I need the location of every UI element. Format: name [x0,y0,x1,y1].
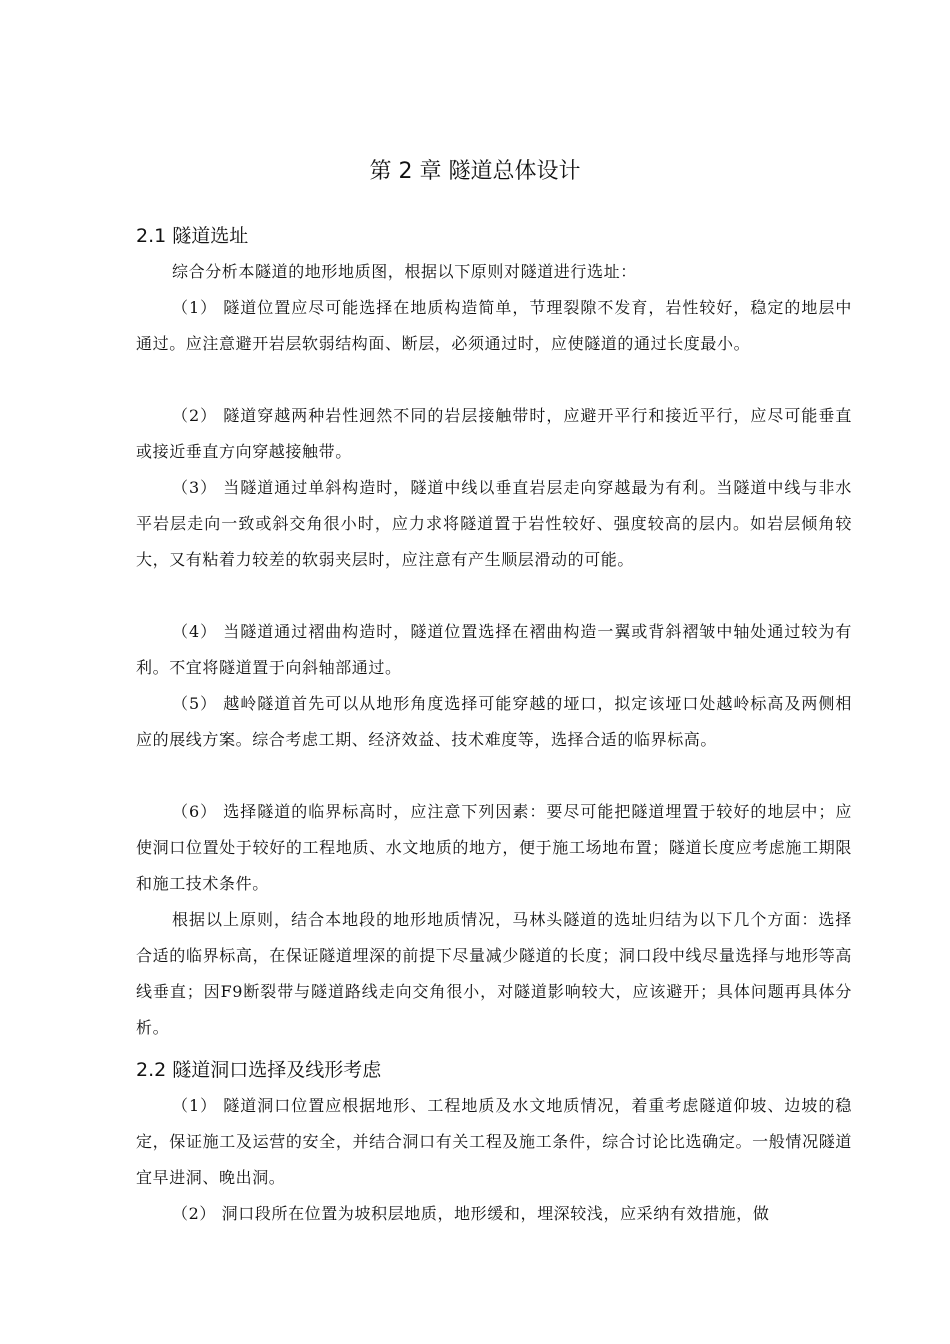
paragraph-item-2: （2） 隧道穿越两种岩性迥然不同的岩层接触带时，应避开平行和接近平行，应尽可能垂直或接近垂直方向穿越接触带。 [136,406,852,461]
paragraph-item-5: （5） 越岭隧道首先可以从地形角度选择可能穿越的垭口，拟定该垭口处越岭标高及两侧相应的展线方案。综合考虑工期、经济效益、技术难度等，选择合适的临界标高。 [136,694,852,749]
chapter-title: 第 2 章 隧道总体设计 [369,159,581,184]
paragraph-item-1: （1） 隧道位置应尽可能选择在地质构造简单，节理裂隙不发育，岩性较好，稳定的地层中通过。应注意避开岩层软弱结构面、断层，必须通过时，应使隧道的通过长度最小。 [136,298,852,353]
paragraph-item-4: （4） 当隧道通过褶曲构造时，隧道位置选择在褶曲构造一翼或背斜褶皱中轴处通过较为有利。不宜将隧道置于向斜轴部通过。 [136,622,852,677]
section-heading-2-2: 2.2 隧道洞口选择及线形考虑 [136,1059,382,1081]
paragraph-summary: 根据以上原则，结合本地段的地形地质情况，马林头隧道的选址归结为以下几个方面：选择合适的临界标高，在保证隧道埋深的前提下尽量减少隧道的长度；洞口段中线尽量选择与地形等高线垂直；因F9断裂带与隧道路线走向交角很小，对隧道影响较大，应该避开；具体问题再具体分析。 [136,910,852,1037]
paragraph-portal-item-1: （1） 隧道洞口位置应根据地形、工程地质及水文地质情况，着重考虑隧道仰坡、边坡的稳定，保证施工及运营的安全，并结合洞口有关工程及施工条件，综合讨论比选确定。一般情况隧道宜早进洞、晚出洞。 [136,1096,852,1187]
paragraph-intro: 综合分析本隧道的地形地质图，根据以下原则对隧道进行选址： [172,262,637,281]
paragraph-portal-item-2: （2） 洞口段所在位置为坡积层地质，地形缓和，埋深较浅，应采纳有效措施，做 [172,1204,770,1223]
paragraph-item-3: （3） 当隧道通过单斜构造时，隧道中线以垂直岩层走向穿越最为有利。当隧道中线与非水平岩层走向一致或斜交角很小时，应力求将隧道置于岩性较好、强度较高的层内。如岩层倾角较大，又有粘着力较差的软弱夹层时，应注意有产生顺层滑动的可能。 [136,478,852,569]
section-heading-2-1: 2.1 隧道选址 [136,225,249,247]
paragraph-item-6: （6） 选择隧道的临界标高时，应注意下列因素：要尽可能把隧道埋置于较好的地层中；应使洞口位置处于较好的工程地质、水文地质的地方，便于施工场地布置；隧道长度应考虑施工期限和施工技术条件。 [136,802,852,893]
